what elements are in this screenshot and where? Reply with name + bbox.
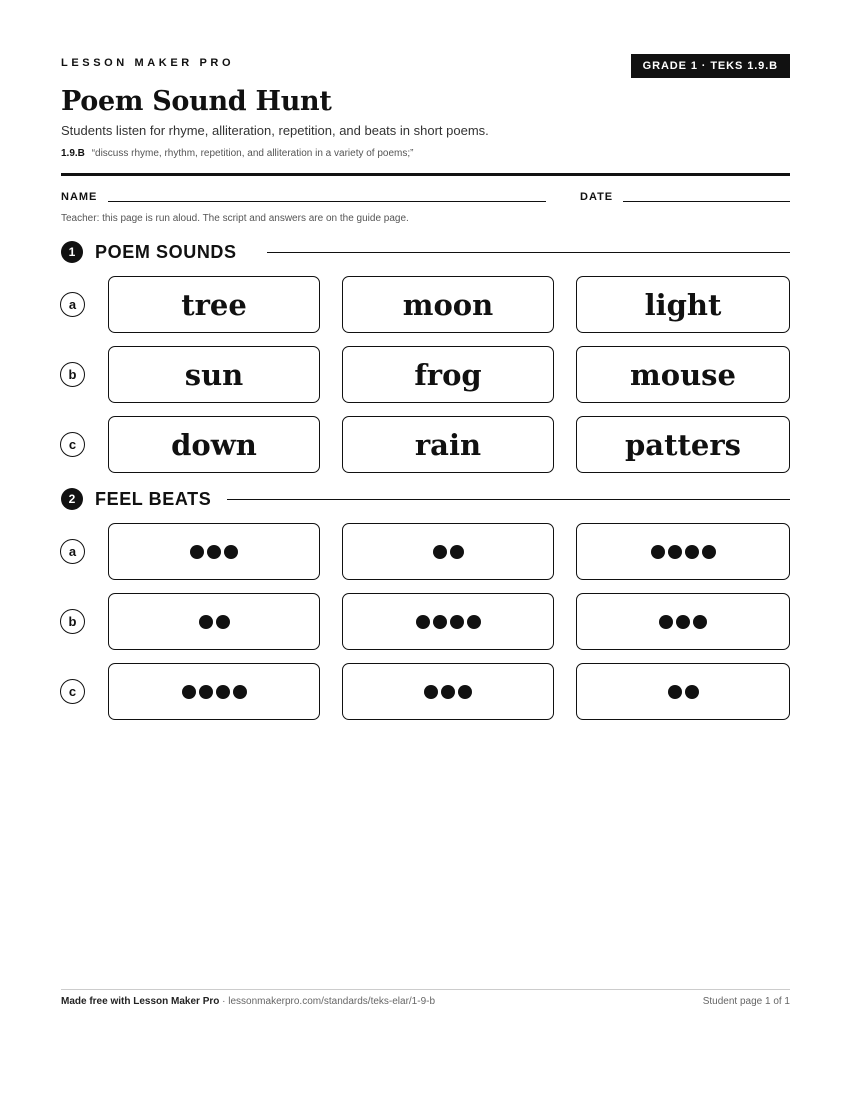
footer-credit — [61, 996, 435, 1007]
beat-dot — [224, 545, 238, 559]
beat-card[interactable] — [108, 523, 320, 580]
date-label: DATE — [580, 191, 614, 203]
page-title: Poem Sound Hunt — [61, 86, 332, 117]
beat-card[interactable] — [342, 523, 554, 580]
footer-url[interactable]: · lessonmakerpro.com/standards/teks-elar/1-9-b — [219, 996, 436, 1007]
word-card[interactable] — [108, 346, 320, 403]
poem-sounds-row-a — [61, 276, 790, 335]
beat-dots — [668, 685, 699, 699]
beat-dot — [668, 685, 682, 699]
beat-dots — [659, 615, 707, 629]
name-date-row — [61, 190, 790, 206]
word-card[interactable] — [576, 346, 790, 403]
beat-dot — [216, 615, 230, 629]
beat-dot — [685, 545, 699, 559]
beat-card[interactable] — [576, 523, 790, 580]
row-letter-badge: b — [60, 609, 85, 634]
section-rule — [227, 499, 790, 500]
beat-dot — [651, 545, 665, 559]
beat-card[interactable] — [576, 593, 790, 650]
row-letter-badge: a — [60, 539, 85, 564]
name-label: NAME — [61, 191, 98, 203]
beat-dots — [182, 685, 247, 699]
name-field[interactable] — [108, 201, 546, 202]
standard-code: 1.9.B — [61, 148, 85, 159]
word-card-text: sun — [184, 357, 244, 392]
standard-text: “discuss rhyme, rhythm, repetition, and alliteration in a variety of poems;” — [91, 148, 414, 159]
poem-sounds-row-c — [61, 416, 790, 475]
word-card[interactable] — [342, 416, 554, 473]
beat-card[interactable] — [108, 593, 320, 650]
word-card[interactable] — [576, 276, 790, 333]
footer-made-with: Made free with Lesson Maker Pro — [61, 996, 220, 1007]
beat-dot — [659, 615, 673, 629]
feel-beats-row-c — [61, 663, 790, 722]
word-card[interactable] — [342, 346, 554, 403]
word-card-text: down — [171, 427, 257, 462]
row-letter-badge: c — [60, 432, 85, 457]
word-card-text: mouse — [630, 357, 736, 392]
beat-dot — [433, 615, 447, 629]
grade-badge: GRADE 1 · TEKS 1.9.B — [631, 54, 790, 78]
beat-dot — [199, 685, 213, 699]
footer-page-number: Student page 1 of 1 — [702, 996, 790, 1007]
beat-dot — [693, 615, 707, 629]
beat-dot — [450, 545, 464, 559]
beat-dots — [651, 545, 716, 559]
section-rule — [267, 252, 790, 253]
header-divider — [61, 173, 790, 176]
beat-dot — [702, 545, 716, 559]
feel-beats-row-b — [61, 593, 790, 652]
beat-dot — [199, 615, 213, 629]
beat-dot — [182, 685, 196, 699]
beat-dot — [467, 615, 481, 629]
date-field[interactable] — [623, 201, 790, 202]
word-card-text: moon — [402, 287, 494, 322]
beat-dots — [433, 545, 464, 559]
word-card[interactable] — [108, 276, 320, 333]
beat-card[interactable] — [576, 663, 790, 720]
page-subtitle: Students listen for rhyme, alliteration, repetition, and beats in short poems. — [61, 123, 489, 138]
word-card-text: patters — [625, 427, 741, 462]
beat-card[interactable] — [108, 663, 320, 720]
beat-card[interactable] — [342, 663, 554, 720]
worksheet-page — [61, 0, 790, 1100]
beat-dot — [676, 615, 690, 629]
section-number-badge: 2 — [61, 488, 83, 510]
section-title: POEM SOUNDS — [95, 242, 237, 262]
beat-dots — [190, 545, 238, 559]
word-card[interactable] — [342, 276, 554, 333]
beat-dots — [199, 615, 230, 629]
footer-divider — [61, 989, 790, 990]
word-card[interactable] — [108, 416, 320, 473]
word-card-text: light — [644, 287, 722, 322]
beat-dot — [458, 685, 472, 699]
beat-dot — [685, 685, 699, 699]
word-card-text: tree — [181, 287, 247, 322]
row-letter-badge: b — [60, 362, 85, 387]
teacher-note: Teacher: this page is run aloud. The script and answers are on the guide page. — [61, 213, 409, 224]
beat-dot — [216, 685, 230, 699]
beat-dot — [207, 545, 221, 559]
brand-name: LESSON MAKER PRO — [61, 57, 235, 69]
section-poem-sounds-header — [61, 240, 790, 264]
section-number-badge: 1 — [61, 241, 83, 263]
beat-dot — [433, 545, 447, 559]
beat-dot — [441, 685, 455, 699]
word-card[interactable] — [576, 416, 790, 473]
beat-dot — [424, 685, 438, 699]
beat-dots — [424, 685, 472, 699]
beat-dot — [416, 615, 430, 629]
section-title: FEEL BEATS — [95, 489, 212, 509]
row-letter-badge: c — [60, 679, 85, 704]
beat-card[interactable] — [342, 593, 554, 650]
beat-dot — [190, 545, 204, 559]
beat-dot — [233, 685, 247, 699]
word-card-text: frog — [414, 357, 482, 392]
standard-line — [61, 148, 414, 159]
poem-sounds-row-b — [61, 346, 790, 405]
feel-beats-row-a — [61, 523, 790, 582]
beat-dot — [450, 615, 464, 629]
beat-dots — [416, 615, 481, 629]
beat-dot — [668, 545, 682, 559]
row-letter-badge: a — [60, 292, 85, 317]
word-card-text: rain — [414, 427, 482, 462]
section-feel-beats-header — [61, 487, 790, 511]
